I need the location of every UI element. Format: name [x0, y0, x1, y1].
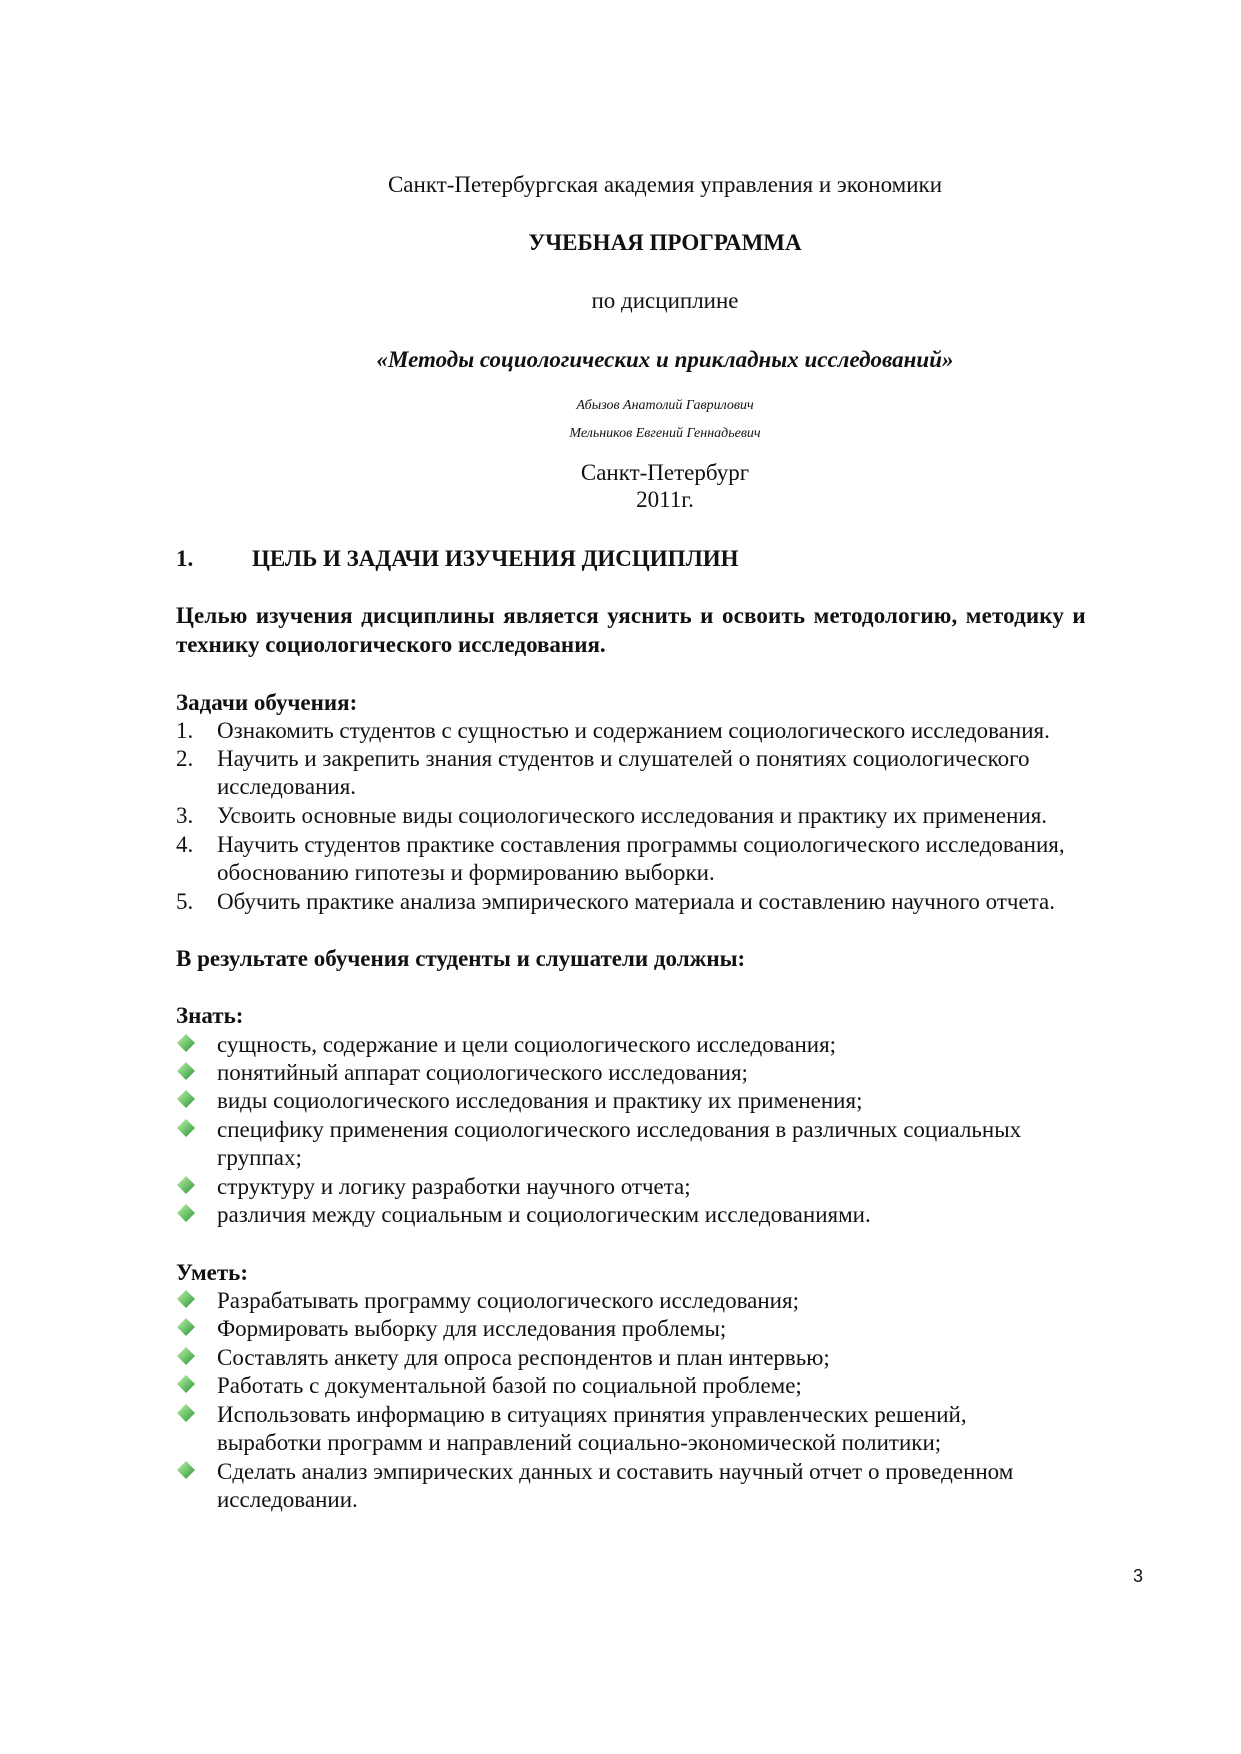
green-diamond-icon [176, 1118, 196, 1138]
task-item-text: Ознакомить студентов с сущностью и содержанием социологического исследования. [217, 718, 1050, 743]
green-diamond-icon [176, 1460, 196, 1480]
can-item-text: исследовании. [217, 1487, 358, 1512]
results-heading: В результате обучения студенты и слушатели должны: [176, 946, 746, 971]
author-1: Абызов Анатолий Гаврилович [576, 398, 754, 413]
tasks-heading: Задачи обучения: [176, 690, 358, 715]
task-item-text: исследования. [217, 774, 357, 799]
section-title: ЦЕЛЬ И ЗАДАЧИ ИЗУЧЕНИЯ ДИСЦИПЛИН [252, 546, 739, 571]
can-item-text: Сделать анализ эмпирических данных и составить научный отчет о проведенном [217, 1459, 1014, 1484]
can-item-text: Формировать выборку для исследования проблемы; [217, 1316, 727, 1341]
document-type: УЧЕБНАЯ ПРОГРАММА [528, 230, 802, 255]
green-diamond-icon [176, 1203, 196, 1223]
course-title: «Методы социологических и прикладных исследований» [376, 347, 954, 372]
know-item-text: структуру и логику разработки научного отчета; [217, 1174, 691, 1199]
green-diamond-icon [176, 1175, 196, 1195]
task-number: 4. [176, 832, 194, 857]
know-item-text: понятийный аппарат социологического исследования; [217, 1060, 748, 1085]
institution-name: Санкт-Петербургская академия управления и экономики [387, 172, 943, 197]
task-number: 5. [176, 889, 194, 914]
task-item-text: Научить студентов практике составления программы социологического исследования, [217, 832, 1065, 857]
page-number: 3 [1133, 1566, 1144, 1586]
green-diamond-icon [176, 1374, 196, 1394]
green-diamond-icon [176, 1033, 196, 1053]
task-item-text: Обучить практике анализа эмпирического материала и составлению научного отчета. [217, 889, 1055, 914]
task-item-text: Усвоить основные виды социологического исследования и практику их применения. [217, 803, 1048, 828]
year: 2011г. [636, 487, 694, 512]
green-diamond-icon [176, 1289, 196, 1309]
task-number: 3. [176, 803, 194, 828]
can-item-text: Разрабатывать программу социологического исследования; [217, 1288, 799, 1313]
green-diamond-icon [176, 1061, 196, 1081]
know-item-text: сущность, содержание и цели социологического исследования; [217, 1032, 837, 1057]
author-2: Мельников Евгений Геннадьевич [569, 426, 761, 441]
goal-line-1: Целью изучения дисциплины является уяснить и освоить методологию, методику и [176, 603, 1086, 628]
task-number: 2. [176, 746, 194, 771]
can-item-text: Использовать информацию в ситуациях принятия управленческих решений, [217, 1402, 967, 1427]
by-discipline-label: по дисциплине [591, 288, 739, 313]
know-item-text: виды социологического исследования и практику их применения; [217, 1088, 863, 1113]
know-item-text: группах; [217, 1145, 302, 1170]
section-number: 1. [176, 546, 194, 571]
green-diamond-icon [176, 1403, 196, 1423]
task-item-text: Научить и закрепить знания студентов и слушателей о понятиях социологического [217, 746, 1030, 771]
know-item-text: различия между социальным и социологическим исследованиями. [217, 1202, 871, 1227]
green-diamond-icon [176, 1317, 196, 1337]
know-item-text: специфику применения социологического исследования в различных социальных [217, 1117, 1022, 1142]
can-item-text: выработки программ и направлений социально-экономической политики; [217, 1430, 942, 1455]
green-diamond-icon [176, 1089, 196, 1109]
task-number: 1. [176, 718, 194, 743]
city: Санкт-Петербург [580, 460, 750, 485]
can-heading: Уметь: [176, 1260, 248, 1285]
green-diamond-icon [176, 1346, 196, 1366]
goal-line-2: технику социологического исследования. [176, 632, 606, 657]
know-heading: Знать: [176, 1003, 244, 1028]
task-item-text: обоснованию гипотезы и формированию выборки. [217, 860, 715, 885]
can-item-text: Работать с документальной базой по социальной проблеме; [217, 1373, 802, 1398]
can-item-text: Составлять анкету для опроса респондентов и план интервью; [217, 1345, 830, 1370]
